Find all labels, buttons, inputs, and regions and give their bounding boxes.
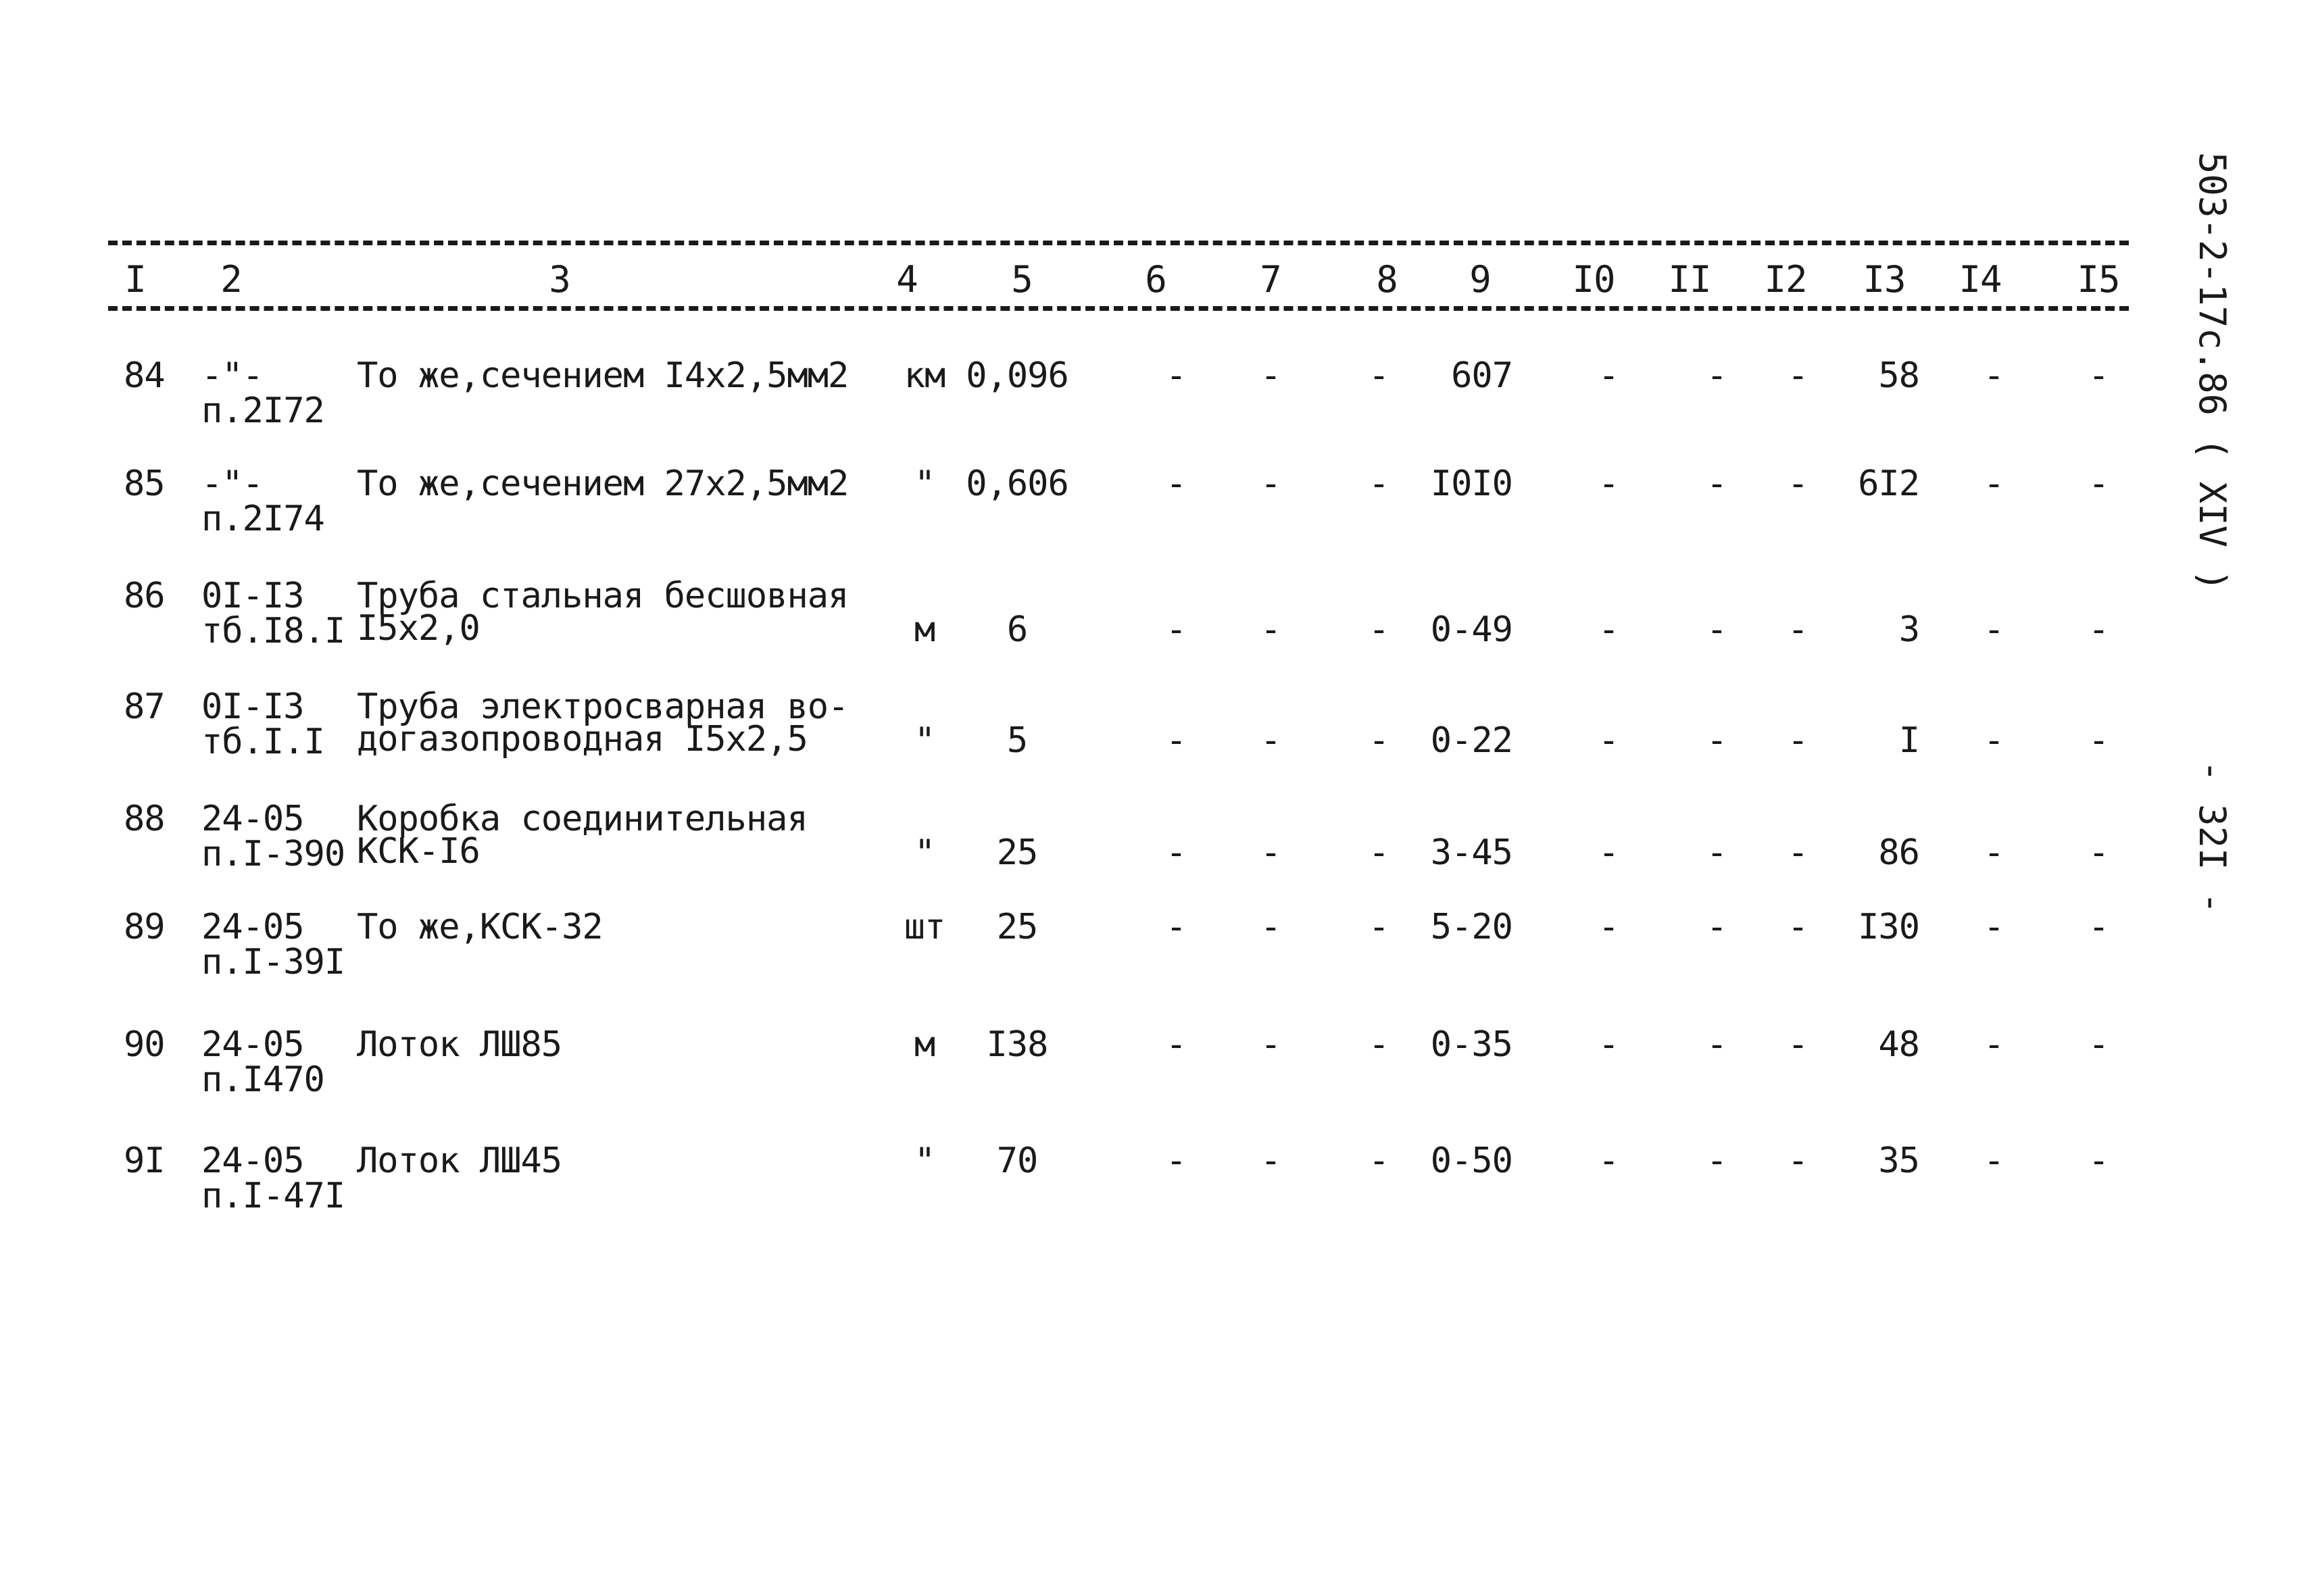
norm-item: п.I470 — [201, 1059, 324, 1100]
cell-c9: 0-49 — [1430, 609, 1512, 650]
cell-c11: - — [1706, 1024, 1727, 1065]
cell-c12: - — [1787, 832, 1808, 873]
cell-c12: - — [1787, 720, 1808, 761]
cell-c9: 0-50 — [1430, 1141, 1512, 1181]
norm-code: 0I-I3 — [201, 687, 304, 727]
cell-c15: - — [2088, 832, 2109, 873]
norm-item: п.I-47I — [201, 1176, 345, 1216]
cell-c9: 0-22 — [1430, 720, 1512, 761]
norm-item: п.2I72 — [201, 391, 324, 431]
cell-c11: - — [1706, 355, 1727, 396]
description-cont: догазопроводная I5x2,5 — [357, 719, 808, 759]
norm-item: п.2I74 — [201, 499, 324, 539]
cell-c8: - — [1368, 355, 1389, 396]
column-header: I5 — [2077, 258, 2120, 301]
cell-c12: - — [1787, 464, 1808, 504]
cell-c8: - — [1368, 832, 1389, 873]
cell-c12: - — [1787, 1024, 1808, 1065]
column-header: 7 — [1260, 258, 1281, 301]
cell-c8: - — [1368, 1024, 1389, 1065]
column-header: 2 — [220, 258, 242, 301]
cell-c9: 607 — [1451, 355, 1512, 396]
cell-c13: 86 — [1878, 832, 1919, 873]
cell-c14: - — [1983, 1141, 2004, 1181]
cell-c8: - — [1368, 464, 1389, 504]
cell-c10: - — [1598, 832, 1619, 873]
cell-c7: - — [1260, 907, 1281, 947]
description: Лоток ЛШ45 — [357, 1141, 562, 1181]
cell-c7: - — [1260, 720, 1281, 761]
description: Труба стальная бесшовная — [357, 576, 849, 616]
cell-c6: - — [1165, 1141, 1187, 1181]
cell-c13: 6I2 — [1858, 464, 1919, 504]
column-header: 3 — [549, 258, 570, 301]
cell-c14: - — [1983, 1024, 2004, 1065]
cell-c13: 3 — [1898, 609, 1919, 650]
cell-c10: - — [1598, 1024, 1619, 1065]
cell-c10: - — [1598, 609, 1619, 650]
description: Труба электросварная во- — [357, 687, 849, 727]
norm-code: 0I-I3 — [201, 576, 304, 616]
cell-c8: - — [1368, 720, 1389, 761]
quantity: 25 — [996, 832, 1038, 873]
unit: м — [914, 609, 935, 650]
column-header: II — [1668, 258, 1711, 301]
quantity: 5 — [1006, 720, 1028, 761]
cell-c14: - — [1983, 832, 2004, 873]
norm-item: п.I-39I — [201, 942, 345, 982]
norm-code: -"- — [201, 355, 263, 396]
quantity: 6 — [1006, 609, 1028, 650]
norm-code: -"- — [201, 464, 263, 504]
cell-c15: - — [2088, 355, 2109, 396]
column-header: 5 — [1011, 258, 1033, 301]
cell-c8: - — [1368, 907, 1389, 947]
quantity: 0,096 — [966, 355, 1068, 396]
header-rule-bottom — [108, 306, 2129, 311]
cell-c15: - — [2088, 464, 2109, 504]
cell-c13: I30 — [1858, 907, 1919, 947]
column-header: I4 — [1959, 258, 2002, 301]
quantity: 70 — [996, 1141, 1038, 1181]
cell-c7: - — [1260, 832, 1281, 873]
cell-c14: - — [1983, 907, 2004, 947]
column-header: I2 — [1764, 258, 1807, 301]
cell-c6: - — [1165, 832, 1187, 873]
cell-c7: - — [1260, 609, 1281, 650]
norm-item: тб.I.I — [201, 722, 324, 762]
unit: " — [914, 720, 935, 761]
row-number: 90 — [124, 1024, 165, 1065]
cell-c12: - — [1787, 907, 1808, 947]
row-number: 84 — [124, 355, 165, 396]
unit: " — [914, 1141, 935, 1181]
cell-c9: 5-20 — [1430, 907, 1512, 947]
cell-c10: - — [1598, 464, 1619, 504]
column-header: I3 — [1863, 258, 1906, 301]
row-number: 86 — [124, 576, 165, 616]
column-header: 4 — [896, 258, 918, 301]
unit: м — [914, 1024, 935, 1065]
cell-c14: - — [1983, 355, 2004, 396]
document-code: 503-2-17с.86 ( XIV ) — [2191, 152, 2234, 592]
row-number: 85 — [124, 464, 165, 504]
norm-code: 24-05 — [201, 799, 304, 839]
cell-c11: - — [1706, 720, 1727, 761]
cell-c9: 0-35 — [1430, 1024, 1512, 1065]
cell-c15: - — [2088, 609, 2109, 650]
cell-c15: - — [2088, 1024, 2109, 1065]
cell-c9: 3-45 — [1430, 832, 1512, 873]
cell-c14: - — [1983, 720, 2004, 761]
description: Коробка соединительная — [357, 799, 808, 839]
description-cont: I5x2,0 — [357, 608, 480, 649]
cell-c11: - — [1706, 1141, 1727, 1181]
cell-c10: - — [1598, 355, 1619, 396]
cell-c7: - — [1260, 464, 1281, 504]
cell-c8: - — [1368, 609, 1389, 650]
norm-code: 24-05 — [201, 1024, 304, 1065]
quantity: 25 — [996, 907, 1038, 947]
column-header: I0 — [1572, 258, 1615, 301]
cell-c6: - — [1165, 720, 1187, 761]
cell-c11: - — [1706, 907, 1727, 947]
column-header: 8 — [1376, 258, 1398, 301]
unit: км — [904, 355, 945, 396]
description: Лоток ЛШ85 — [357, 1024, 562, 1065]
cell-c15: - — [2088, 1141, 2109, 1181]
cell-c11: - — [1706, 609, 1727, 650]
cell-c11: - — [1706, 464, 1727, 504]
description: То же,сечением 27x2,5мм2 — [357, 464, 849, 504]
row-number: 9I — [124, 1141, 165, 1181]
quantity: I38 — [986, 1024, 1048, 1065]
cell-c10: - — [1598, 720, 1619, 761]
cell-c12: - — [1787, 1141, 1808, 1181]
cell-c6: - — [1165, 355, 1187, 396]
row-number: 89 — [124, 907, 165, 947]
quantity: 0,606 — [966, 464, 1068, 504]
row-number: 88 — [124, 799, 165, 839]
cell-c15: - — [2088, 907, 2109, 947]
norm-code: 24-05 — [201, 1141, 304, 1181]
description: То же,сечением I4x2,5мм2 — [357, 355, 849, 396]
cell-c6: - — [1165, 609, 1187, 650]
cell-c7: - — [1260, 1141, 1281, 1181]
cell-c6: - — [1165, 1024, 1187, 1065]
cell-c7: - — [1260, 1024, 1281, 1065]
header-rule-top — [108, 241, 2129, 245]
description-cont: КСК-I6 — [357, 831, 480, 872]
cell-c13: I — [1898, 720, 1919, 761]
cell-c10: - — [1598, 1141, 1619, 1181]
row-number: 87 — [124, 687, 165, 727]
norm-item: тб.I8.I — [201, 611, 345, 651]
norm-code: 24-05 — [201, 907, 304, 947]
unit: шт — [904, 907, 945, 947]
cell-c10: - — [1598, 907, 1619, 947]
cell-c8: - — [1368, 1141, 1389, 1181]
cell-c13: 48 — [1878, 1024, 1919, 1065]
description: То же,КСК-32 — [357, 907, 603, 947]
cell-c14: - — [1983, 464, 2004, 504]
cell-c15: - — [2088, 720, 2109, 761]
column-header: 6 — [1145, 258, 1166, 301]
cell-c11: - — [1706, 832, 1727, 873]
column-header: I — [124, 258, 146, 301]
cell-c7: - — [1260, 355, 1281, 396]
cell-c13: 58 — [1878, 355, 1919, 396]
column-header: 9 — [1469, 258, 1491, 301]
norm-item: п.I-390 — [201, 834, 345, 874]
cell-c14: - — [1983, 609, 2004, 650]
unit: " — [914, 832, 935, 873]
cell-c6: - — [1165, 907, 1187, 947]
unit: " — [914, 464, 935, 504]
cell-c9: I0I0 — [1430, 464, 1512, 504]
cell-c6: - — [1165, 464, 1187, 504]
cell-c12: - — [1787, 609, 1808, 650]
page-number: - 32I - — [2191, 760, 2234, 914]
cell-c12: - — [1787, 355, 1808, 396]
cell-c13: 35 — [1878, 1141, 1919, 1181]
